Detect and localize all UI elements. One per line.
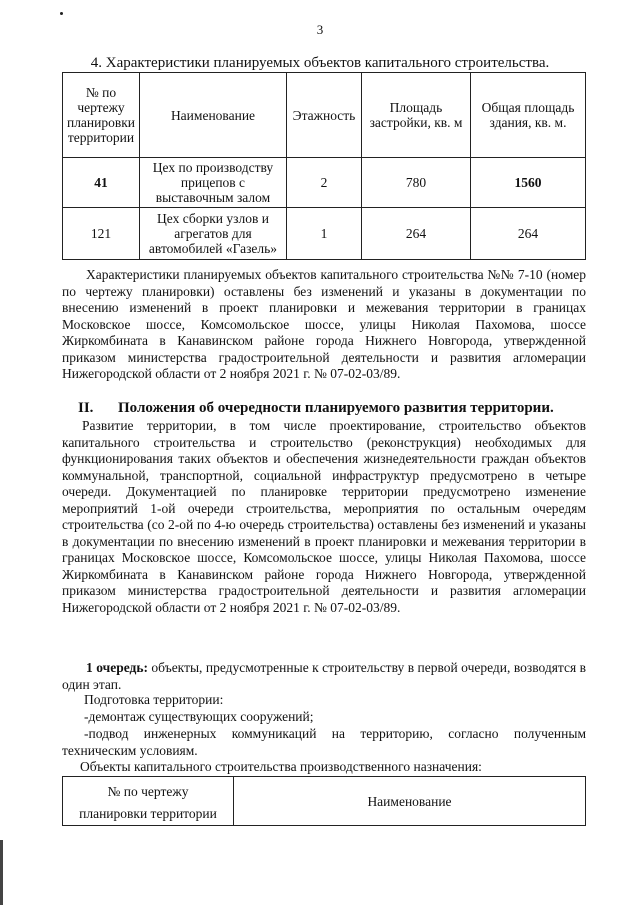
industrial-objects-caption: Объекты капитального строительства производственного назначения:: [80, 759, 482, 774]
table-header-row: [63, 73, 586, 158]
cell-total-area: 1560: [471, 158, 586, 208]
section-2-number: II.: [78, 400, 94, 416]
header-floors: Этажность: [287, 73, 362, 158]
first-stage-paragraph: [62, 660, 586, 693]
cell-name: Цех по производству прицепов с выставочным залом: [140, 158, 287, 208]
section-2-heading: [78, 400, 554, 417]
first-stage-text: объекты, предусмотренные к строительству в первой очереди, возводятся в один этап.: [62, 660, 586, 692]
first-stage-label: 1 очередь:: [86, 660, 148, 675]
header-name: Наименование: [234, 777, 586, 826]
cell-built-area: 264: [362, 208, 471, 260]
objects-characteristics-table: [62, 72, 586, 260]
cell-total-area: 264: [471, 208, 586, 260]
cell-floors: 1: [287, 208, 362, 260]
development-paragraph: Развитие территории, в том числе проектирование, строительство объектов капитального строительства и строительство (реконструкция) необходимых для функционирования таких объектов и обеспечения жизнедеятельности граждан объектов коммунальной, транспортной, социальной инфраструктур предусмотрено в четыре очереди. Документацией по планировке территории предусмотрено изменение мероприятий 1-ой очереди строительства, мероприятия по остальным очередям строительства (со 2-ой по 4-ю очередь строительства) оставлены без изменений и указаны в документации по внесению изменений в проект планировки и межевания территории в границах Московское шоссе, Комсомольское шоссе, улицы Николая Пахомова, шоссе Жиркомбината в Канавинском районе города Нижнего Новгорода, утвержденной приказом министерства градостроительной деятельности и развития агломерации Нижегородской области от 2 ноября 2021 г. № 07-02-03/89.: [62, 418, 586, 615]
utilities-item: -подвод инженерных коммуникаций на территорию, согласно полученным техническим условиям.: [62, 726, 586, 758]
scan-speck: [60, 12, 63, 15]
cell-built-area: 780: [362, 158, 471, 208]
scan-edge: [0, 840, 3, 905]
header-drawing-number: № по чертежу планировки территории: [63, 73, 140, 158]
header-line-2: планировки территории: [79, 806, 217, 821]
header-total-area: Общая площадь здания, кв. м.: [471, 73, 586, 158]
header-line-1: № по чертежу: [107, 784, 189, 799]
header-drawing-number: [63, 777, 234, 826]
demolition-item: -демонтаж существующих сооружений;: [84, 709, 314, 724]
characteristics-paragraph: Характеристики планируемых объектов капитального строительства №№ 7-10 (номер по чертежу планировки) оставлены без изменений и указаны в документации по внесению изменений в проект планировки и межевания территории в границах Московское шоссе, Комсомольское шоссе, улицы Николая Пахомова, шоссе Жиркомбината в Канавинском районе города Нижнего Новгорода, утвержденной приказом министерства градостроительной деятельности и развития агломерации Нижегородской области от 2 ноября 2021 г. № 07-02-03/89.: [62, 267, 586, 381]
cell-floors: 2: [287, 158, 362, 208]
header-name: Наименование: [140, 73, 287, 158]
cell-number: 121: [63, 208, 140, 260]
section-4-title: 4. Характеристики планируемых объектов капитального строительства.: [90, 55, 550, 71]
industrial-objects-table: [62, 776, 586, 826]
table-row: [63, 208, 586, 260]
preparation-paragraph: Подготовка территории:: [84, 692, 224, 707]
table-header-row: [63, 777, 586, 826]
header-built-area: Площадь застройки, кв. м: [362, 73, 471, 158]
cell-name: Цех сборки узлов и агрегатов для автомобилей «Газель»: [140, 208, 287, 260]
page-number: 3: [316, 22, 324, 37]
table-row: [63, 158, 586, 208]
cell-number: 41: [63, 158, 140, 208]
section-2-title: Положения об очередности планируемого развития территории.: [118, 400, 554, 416]
